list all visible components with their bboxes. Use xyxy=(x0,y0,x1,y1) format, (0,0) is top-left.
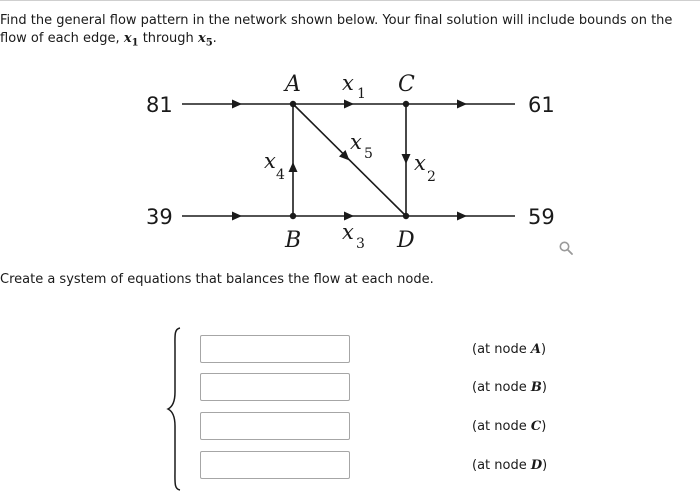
inflow-top-value: 81 xyxy=(146,93,173,117)
edge-label-x5: x xyxy=(350,130,362,154)
edge-label-x4: x xyxy=(264,149,276,173)
equation-input-node-b[interactable] xyxy=(200,373,350,401)
arrow-x2 xyxy=(402,154,411,164)
node-label-a: A xyxy=(285,72,301,97)
equation-input-node-a[interactable] xyxy=(200,335,350,363)
node-a-dot xyxy=(290,101,296,107)
edge-label-x2-sub: 2 xyxy=(427,169,436,185)
edge-x5 xyxy=(293,104,406,216)
node-d-dot xyxy=(403,213,409,219)
edge-label-x3: x xyxy=(342,220,354,244)
outflow-bottom-value: 59 xyxy=(528,205,555,229)
node-label-b: B xyxy=(285,228,302,253)
equation-input-node-c[interactable] xyxy=(200,412,350,440)
edge-label-x3-sub: 3 xyxy=(356,236,365,252)
arrow-inflow-bottom xyxy=(232,212,242,221)
edge-label-x5-sub: 5 xyxy=(364,146,373,162)
prompt-through: through xyxy=(142,31,194,46)
arrow-x4 xyxy=(289,162,298,172)
edge-label-x1-sub: 1 xyxy=(357,86,366,102)
node-label-d: D xyxy=(397,228,415,253)
arrow-inflow-top xyxy=(232,100,242,109)
node-note-d: (at node D) xyxy=(472,458,548,473)
arrow-x1 xyxy=(344,100,354,109)
edge-label-x2: x xyxy=(414,151,426,175)
var-x5: $x_5$ xyxy=(197,31,213,49)
edge-label-x1: x xyxy=(342,71,354,95)
inflow-bottom-value: 39 xyxy=(146,205,173,229)
equation-input-node-d[interactable] xyxy=(200,451,350,479)
node-c-dot xyxy=(403,101,409,107)
instruction-text: Create a system of equations that balances the flow at each node. xyxy=(0,272,434,287)
node-b-dot xyxy=(290,213,296,219)
arrow-outflow-top xyxy=(457,100,467,109)
node-label-c: C xyxy=(398,72,415,97)
system-brace xyxy=(166,326,192,492)
problem-prompt: Find the general flow pattern in the network shown below. Your final solution will include bounds on the flow of each edge, $x_1$ through $x_5$. xyxy=(0,13,673,49)
node-note-c: (at node C) xyxy=(472,419,547,434)
magnifier-icon[interactable] xyxy=(558,240,574,256)
outflow-top-value: 61 xyxy=(528,93,555,117)
arrow-outflow-bottom xyxy=(457,212,467,221)
var-x1: $x_1$ xyxy=(123,31,139,49)
prompt-text: Find the general flow pattern in the network shown below. Your final solution will include bounds on the flow of each edge, xyxy=(0,13,673,46)
edge-label-x4-sub: 4 xyxy=(276,167,285,183)
node-note-b: (at node B) xyxy=(472,380,547,395)
node-note-a: (at node A) xyxy=(472,342,547,357)
